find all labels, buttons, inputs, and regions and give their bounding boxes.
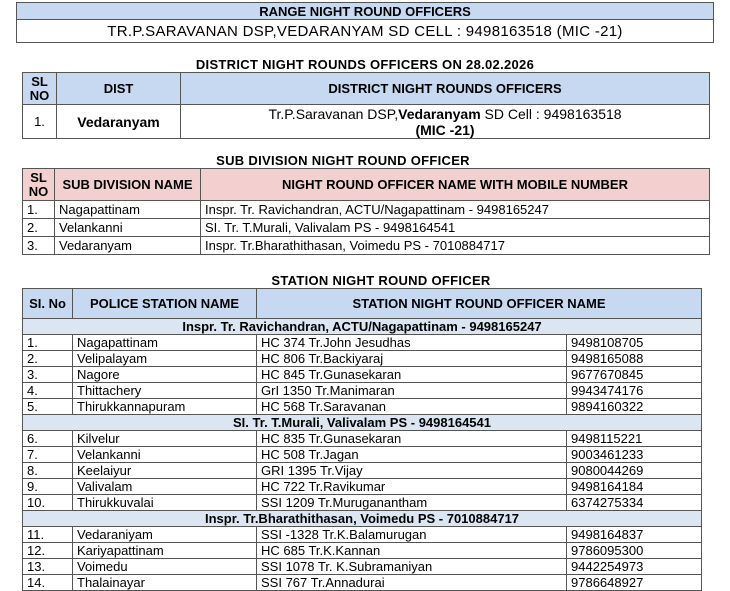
- district-officer-bold: Vedaranyam: [398, 105, 481, 122]
- station-row-officer: SSI 1078 Tr. K.Subramaniyan: [257, 559, 567, 575]
- station-row-officer: GrI 1350 Tr.Manimaran: [257, 383, 567, 399]
- station-row-ps: Vedaraniyam: [73, 527, 257, 543]
- range-title: RANGE NIGHT ROUND OFFICERS: [17, 3, 714, 20]
- station-row-officer: HC 806 Tr.Backiyaraj: [257, 351, 567, 367]
- station-group-label: SI. Tr. T.Murali, Valivalam PS - 9498164541: [23, 415, 702, 431]
- station-row-sl: 1.: [23, 335, 73, 351]
- station-row: [23, 431, 702, 447]
- station-header-officer: STATION NIGHT ROUND OFFICER NAME: [257, 289, 702, 319]
- subdivision-header-officer: NIGHT ROUND OFFICER NAME WITH MOBILE NUMBER: [201, 169, 710, 201]
- station-row: [23, 543, 702, 559]
- station-row-sl: 6.: [23, 431, 73, 447]
- station-group-header: [23, 319, 702, 335]
- station-header-sl: SI. No: [23, 289, 73, 319]
- station-row-sl: 11.: [23, 527, 73, 543]
- station-row-officer: SSI 1209 Tr.Muruganantham: [257, 495, 567, 511]
- station-group-label: Inspr. Tr.Bharathithasan, Voimedu PS - 7010884717: [23, 511, 702, 527]
- subdivision-header-sub: SUB DIVISION NAME: [55, 169, 201, 201]
- subdivision-row-sl: 1.: [23, 201, 55, 219]
- station-row-sl: 4.: [23, 383, 73, 399]
- station-row-officer: HC 685 Tr.K.Kannan: [257, 543, 567, 559]
- district-officer-pre: Tr.P.Saravanan DSP,: [268, 105, 399, 122]
- station-row: [23, 367, 702, 383]
- subdivision-row-officer: Inspr. Tr. Ravichandran, ACTU/Nagapattinam - 9498165247: [201, 201, 710, 219]
- station-row-phone: 9943474176: [567, 383, 702, 399]
- station-row-phone: 9894160322: [567, 399, 702, 415]
- station-row-sl: 7.: [23, 447, 73, 463]
- station-row-officer: SSI -1328 Tr.K.Balamurugan: [257, 527, 567, 543]
- district-row-dist: Vedaranyam: [57, 105, 181, 139]
- station-row-sl: 2.: [23, 351, 73, 367]
- range-officer: TR.P.SARAVANAN DSP,VEDARANYAM SD CELL : 9498163518 (MIC -21): [17, 20, 714, 43]
- station-row-phone: 9442254973: [567, 559, 702, 575]
- district-header-sl: SL NO: [23, 73, 57, 105]
- subdivision-row-officer: SI. Tr. T.Murali, Valivalam PS - 9498164541: [201, 219, 710, 237]
- subdivision-row-name: Nagapattinam: [55, 201, 201, 219]
- station-row-officer: HC 845 Tr.Gunasekaran: [257, 367, 567, 383]
- station-row-sl: 10.: [23, 495, 73, 511]
- station-row: [23, 527, 702, 543]
- station-row-sl: 14.: [23, 575, 73, 591]
- station-row-phone: 9498115221: [567, 431, 702, 447]
- station-title: STATION NIGHT ROUND OFFICER: [271, 273, 491, 288]
- station-row: [23, 383, 702, 399]
- station-row-phone: 9003461233: [567, 447, 702, 463]
- station-row-officer: HC 374 Tr.John Jesudhas: [257, 335, 567, 351]
- station-row: [23, 495, 702, 511]
- station-group-label: Inspr. Tr. Ravichandran, ACTU/Nagapattinam - 9498165247: [23, 319, 702, 335]
- station-row-officer: HC 722 Tr.Ravikumar: [257, 479, 567, 495]
- subdivision-header-sl: SL NO: [23, 169, 55, 201]
- range-table: [16, 2, 714, 43]
- station-row-ps: Kariyapattinam: [73, 543, 257, 559]
- station-row-phone: 9677670845: [567, 367, 702, 383]
- station-row-officer: HC 568 Tr.Saravanan: [257, 399, 567, 415]
- station-row-phone: 9498108705: [567, 335, 702, 351]
- station-group-header: [23, 415, 702, 431]
- station-row-phone: 9498164837: [567, 527, 702, 543]
- station-row-ps: Thirukkannapuram: [73, 399, 257, 415]
- station-row-ps: Nagore: [73, 367, 257, 383]
- station-header-ps: POLICE STATION NAME: [73, 289, 257, 319]
- subdivision-row-sl: 2.: [23, 219, 55, 237]
- station-group-header: [23, 511, 702, 527]
- station-row: [23, 351, 702, 367]
- station-row-sl: 12.: [23, 543, 73, 559]
- station-row: [23, 559, 702, 575]
- station-row-ps: Valivalam: [73, 479, 257, 495]
- station-row: [23, 447, 702, 463]
- station-row-phone: 9498165088: [567, 351, 702, 367]
- station-row: [23, 335, 702, 351]
- station-row-ps: Velankanni: [73, 447, 257, 463]
- station-row-officer: HC 508 Tr.Jagan: [257, 447, 567, 463]
- district-header-officers: DISTRICT NIGHT ROUNDS OFFICERS: [181, 73, 710, 105]
- district-row-officer: [181, 105, 710, 139]
- station-table: [22, 288, 702, 591]
- station-row: [23, 479, 702, 495]
- station-row-phone: 6374275334: [567, 495, 702, 511]
- station-row-phone: 9786648927: [567, 575, 702, 591]
- district-officer-line2: (MIC -21): [415, 121, 475, 138]
- subdivision-row-name: Vedaranyam: [55, 237, 201, 255]
- station-row: [23, 399, 702, 415]
- subdivision-table: [22, 168, 710, 255]
- station-row-ps: Voimedu: [73, 559, 257, 575]
- station-row-phone: 9080044269: [567, 463, 702, 479]
- station-row-phone: 9786095300: [567, 543, 702, 559]
- station-row-ps: Keelaiyur: [73, 463, 257, 479]
- station-row-officer: GRI 1395 Tr.Vijay: [257, 463, 567, 479]
- subdivision-row-sl: 3.: [23, 237, 55, 255]
- station-row: [23, 575, 702, 591]
- station-row-ps: Kilvelur: [73, 431, 257, 447]
- station-row-officer: HC 835 Tr.Gunasekaran: [257, 431, 567, 447]
- district-header-dist: DIST: [57, 73, 181, 105]
- station-row-sl: 9.: [23, 479, 73, 495]
- district-title: DISTRICT NIGHT ROUNDS OFFICERS ON 28.02.2026: [195, 57, 535, 72]
- station-row-sl: 13.: [23, 559, 73, 575]
- station-row-ps: Velipalayam: [73, 351, 257, 367]
- station-row-sl: 3.: [23, 367, 73, 383]
- station-row-ps: Nagapattinam: [73, 335, 257, 351]
- station-row-phone: 9498164184: [567, 479, 702, 495]
- station-row-ps: Thittachery: [73, 383, 257, 399]
- subdivision-row-officer: Inspr. Tr.Bharathithasan, Voimedu PS - 7010884717: [201, 237, 710, 255]
- station-row: [23, 463, 702, 479]
- station-row-ps: Thirukkuvalai: [73, 495, 257, 511]
- district-table: [22, 72, 710, 139]
- subdivision-title: SUB DIVISION NIGHT ROUND OFFICER: [216, 153, 470, 168]
- station-row-officer: SSI 767 Tr.Annadurai: [257, 575, 567, 591]
- station-row-sl: 8.: [23, 463, 73, 479]
- district-officer-post: SD Cell : 9498163518: [480, 105, 622, 122]
- station-row-sl: 5.: [23, 399, 73, 415]
- district-row-sl: 1.: [23, 105, 57, 139]
- station-row-ps: Thalainayar: [73, 575, 257, 591]
- subdivision-row-name: Velankanni: [55, 219, 201, 237]
